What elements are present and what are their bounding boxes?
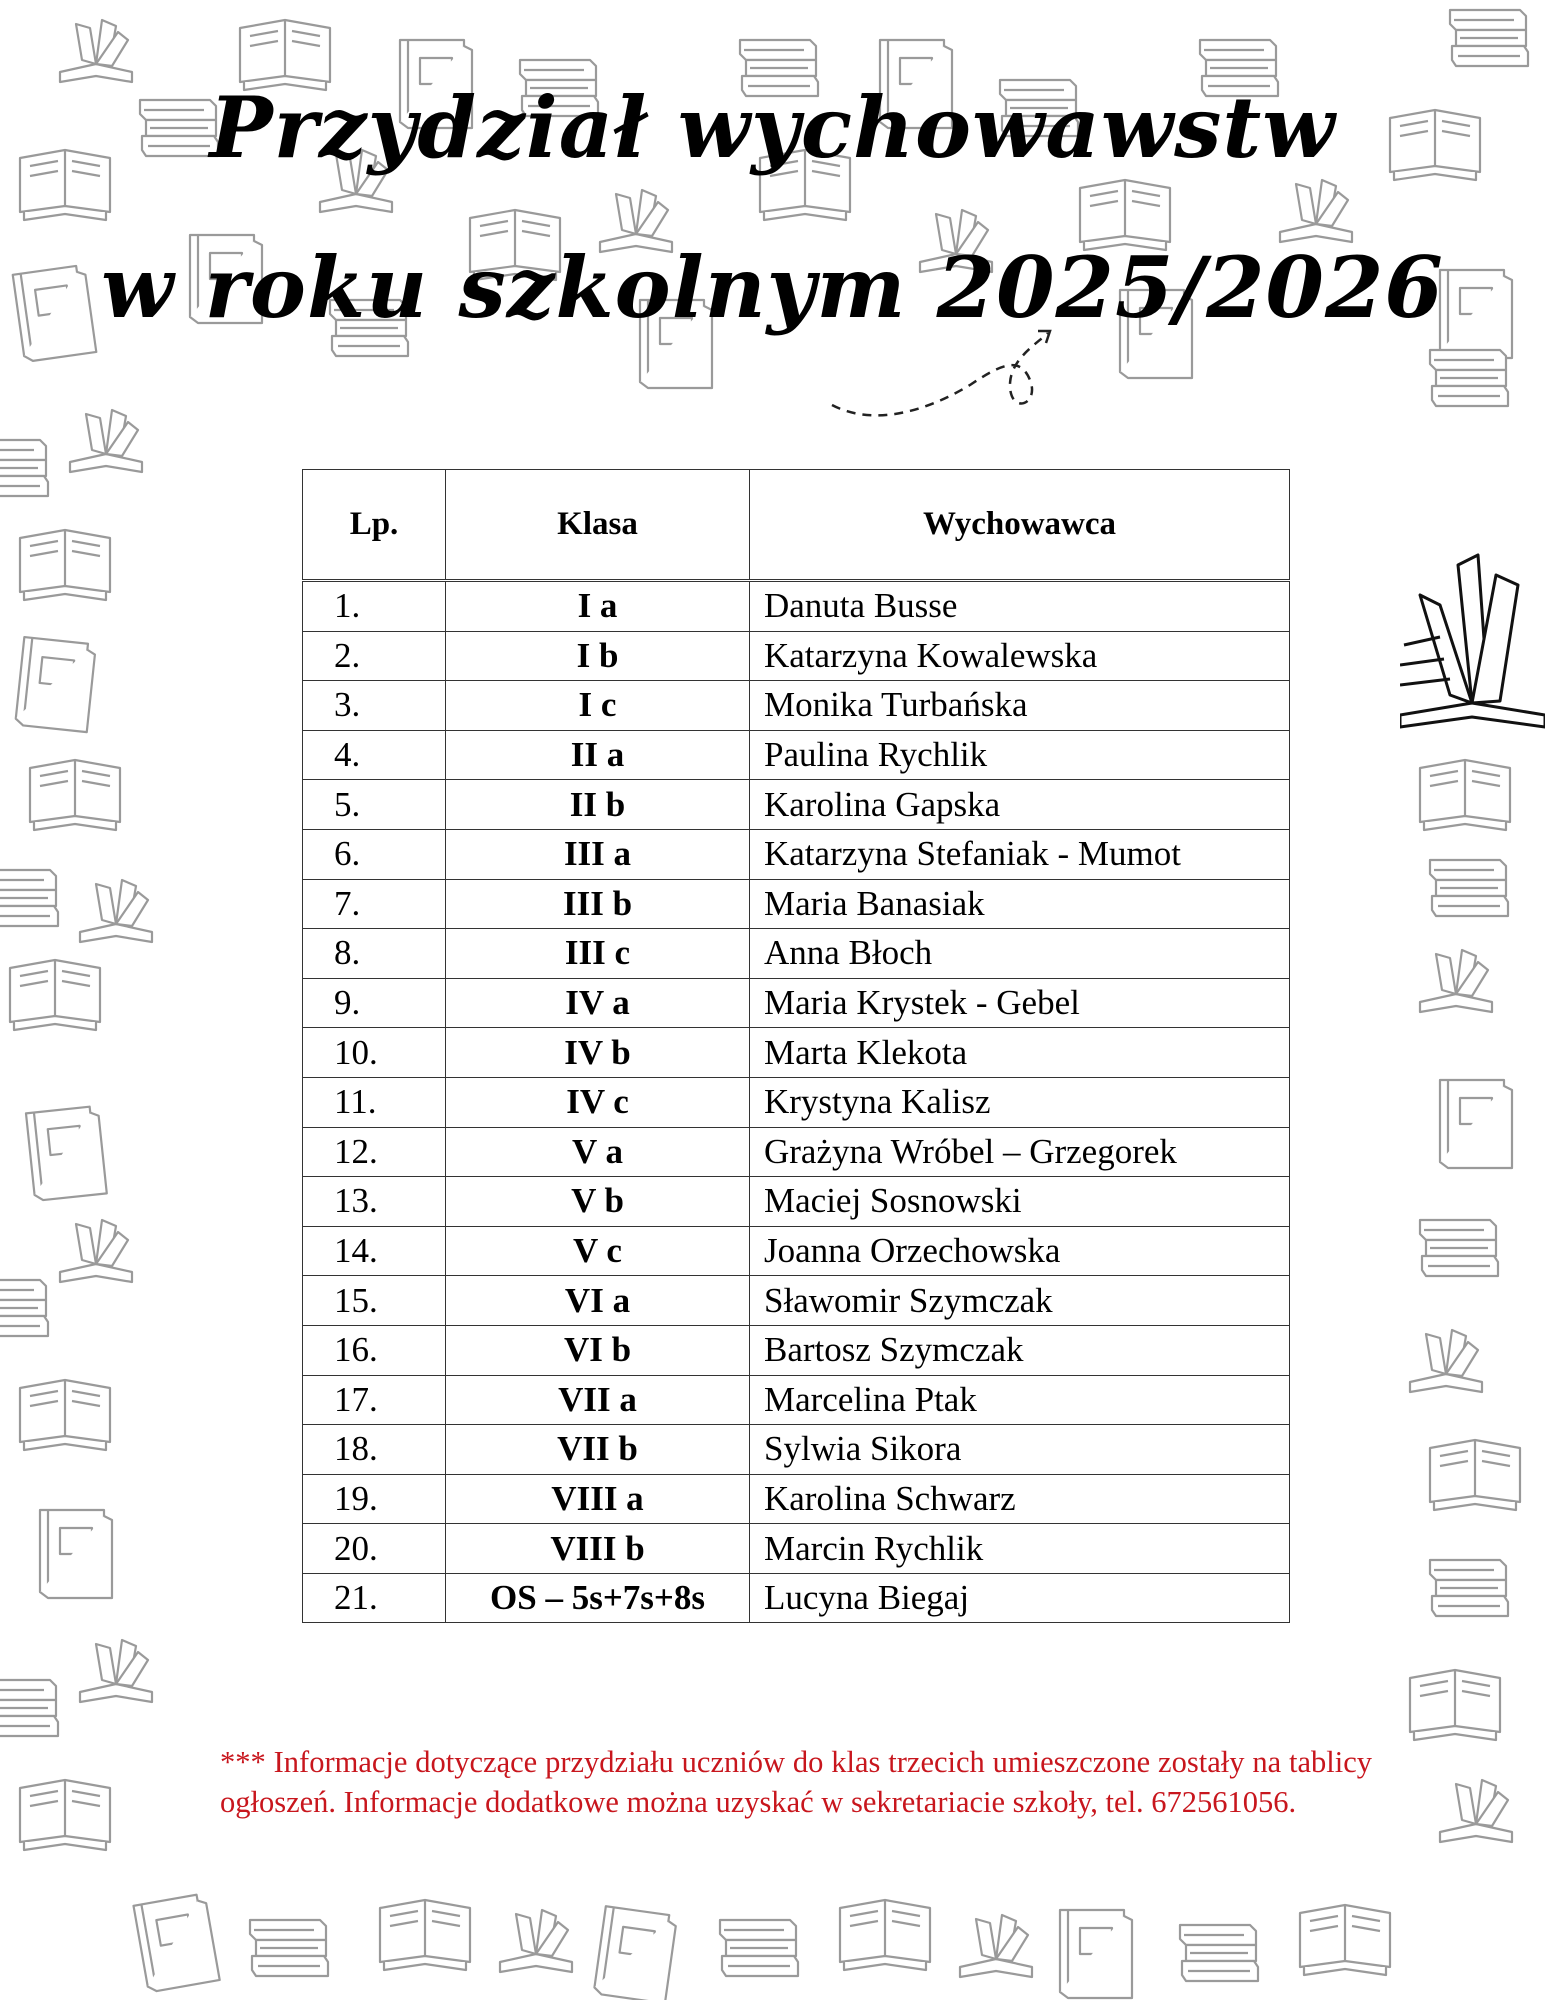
cell-lp: 4. (303, 730, 446, 780)
cell-wychowawca: Maciej Sosnowski (750, 1177, 1290, 1227)
title-line-1: Przydział wychowawstw (209, 78, 1336, 177)
table-row (303, 1028, 1290, 1078)
header-wychowawca: Wychowawca (750, 470, 1290, 581)
cell-wychowawca: Bartosz Szymczak (750, 1325, 1290, 1375)
cell-lp: 14. (303, 1226, 446, 1276)
cell-wychowawca: Danuta Busse (750, 581, 1290, 632)
cell-klasa: I a (446, 581, 750, 632)
cell-lp: 19. (303, 1474, 446, 1524)
cell-klasa: OS – 5s+7s+8s (446, 1573, 750, 1623)
table-header-row (303, 470, 1290, 581)
table-row (303, 730, 1290, 780)
teachers-table (302, 469, 1290, 1623)
cell-wychowawca: Karolina Schwarz (750, 1474, 1290, 1524)
cell-lp: 5. (303, 780, 446, 830)
table-row (303, 1375, 1290, 1425)
table-row (303, 1077, 1290, 1127)
cell-wychowawca: Sylwia Sikora (750, 1425, 1290, 1475)
cell-lp: 16. (303, 1325, 446, 1375)
cell-klasa: II b (446, 780, 750, 830)
cell-lp: 18. (303, 1425, 446, 1475)
cell-wychowawca: Joanna Orzechowska (750, 1226, 1290, 1276)
cell-klasa: V b (446, 1177, 750, 1227)
table-row (303, 1127, 1290, 1177)
cell-wychowawca: Maria Banasiak (750, 879, 1290, 929)
cell-klasa: VIII a (446, 1474, 750, 1524)
cell-lp: 8. (303, 929, 446, 979)
cell-wychowawca: Grażyna Wróbel – Grzegorek (750, 1127, 1290, 1177)
cell-wychowawca: Katarzyna Stefaniak - Mumot (750, 829, 1290, 879)
table-row (303, 1177, 1290, 1227)
cell-wychowawca: Katarzyna Kowalewska (750, 631, 1290, 681)
cell-klasa: IV a (446, 978, 750, 1028)
cell-klasa: VI a (446, 1276, 750, 1326)
cell-wychowawca: Anna Błoch (750, 929, 1290, 979)
cell-klasa: I c (446, 681, 750, 731)
cell-klasa: VIII b (446, 1524, 750, 1574)
cell-klasa: II a (446, 730, 750, 780)
cell-lp: 2. (303, 631, 446, 681)
cell-lp: 9. (303, 978, 446, 1028)
cell-lp: 20. (303, 1524, 446, 1574)
cell-lp: 12. (303, 1127, 446, 1177)
cell-klasa: V c (446, 1226, 750, 1276)
cell-lp: 15. (303, 1276, 446, 1326)
table-row (303, 581, 1290, 632)
header-klasa: Klasa (446, 470, 750, 581)
cell-klasa: VII b (446, 1425, 750, 1475)
table-row (303, 1573, 1290, 1623)
cell-wychowawca: Krystyna Kalisz (750, 1077, 1290, 1127)
table-row (303, 829, 1290, 879)
cell-wychowawca: Karolina Gapska (750, 780, 1290, 830)
cell-klasa: IV c (446, 1077, 750, 1127)
cell-lp: 21. (303, 1573, 446, 1623)
cell-klasa: V a (446, 1127, 750, 1177)
cell-klasa: IV b (446, 1028, 750, 1078)
header-lp: Lp. (303, 470, 446, 581)
cell-lp: 13. (303, 1177, 446, 1227)
table-row (303, 1524, 1290, 1574)
dashed-path-decoration (830, 325, 1060, 420)
cell-klasa: I b (446, 631, 750, 681)
table-row (303, 1325, 1290, 1375)
table-row (303, 1226, 1290, 1276)
cell-lp: 10. (303, 1028, 446, 1078)
cell-wychowawca: Marcin Rychlik (750, 1524, 1290, 1574)
cell-lp: 6. (303, 829, 446, 879)
cell-klasa: III b (446, 879, 750, 929)
cell-wychowawca: Lucyna Biegaj (750, 1573, 1290, 1623)
cell-wychowawca: Monika Turbańska (750, 681, 1290, 731)
table-row (303, 780, 1290, 830)
cell-wychowawca: Paulina Rychlik (750, 730, 1290, 780)
cell-wychowawca: Maria Krystek - Gebel (750, 978, 1290, 1028)
cell-wychowawca: Marcelina Ptak (750, 1375, 1290, 1425)
title-line-2: w roku szkolnym 2025/2026 (101, 238, 1444, 337)
table-row (303, 978, 1290, 1028)
cell-lp: 1. (303, 581, 446, 632)
cell-klasa: VI b (446, 1325, 750, 1375)
table-row (303, 1474, 1290, 1524)
cell-wychowawca: Sławomir Szymczak (750, 1276, 1290, 1326)
info-note: *** Informacje dotyczące przydziału uczniów do klas trzecich umieszczone zostały na tablicy ogłoszeń. Informacje dodatkowe można uzyskać w sekretariacie szkoły, tel. 672561056. (220, 1745, 1372, 1819)
table-row (303, 929, 1290, 979)
cell-lp: 11. (303, 1077, 446, 1127)
cell-klasa: III c (446, 929, 750, 979)
table-row (303, 1276, 1290, 1326)
table-row (303, 681, 1290, 731)
cell-klasa: III a (446, 829, 750, 879)
table-row (303, 879, 1290, 929)
open-book-illustration (1400, 545, 1545, 745)
cell-lp: 17. (303, 1375, 446, 1425)
table-row (303, 1425, 1290, 1475)
table-row (303, 631, 1290, 681)
cell-lp: 7. (303, 879, 446, 929)
cell-wychowawca: Marta Klekota (750, 1028, 1290, 1078)
cell-lp: 3. (303, 681, 446, 731)
cell-klasa: VII a (446, 1375, 750, 1425)
